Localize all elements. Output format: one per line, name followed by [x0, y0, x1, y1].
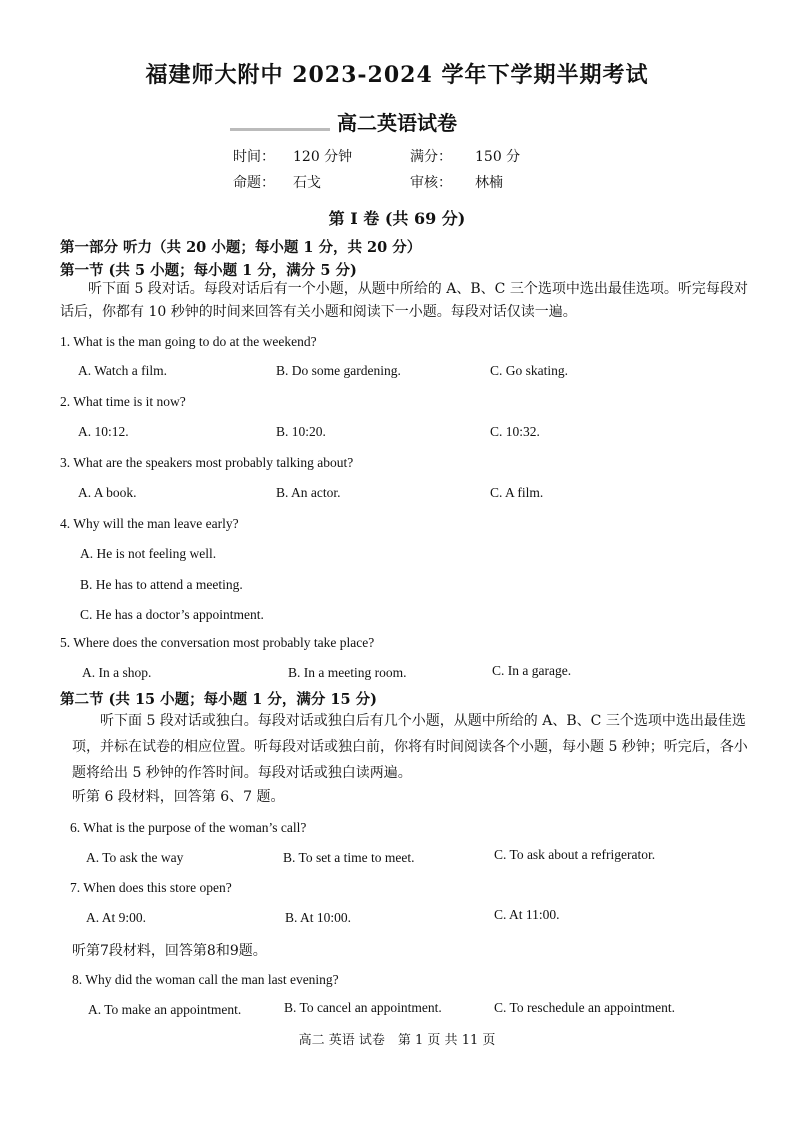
section1-instructions: 听下面 5 段对话。每段对话后有一个小题，从题中所给的 A、B、C 三个选项中选出最佳选项。听完每段对话后，你都有 10 秒钟的时间来回答有关小题和阅读下一小题。每段对话仅读一遍。	[60, 281, 748, 320]
option-a[interactable]: A. At 9:00.	[86, 910, 147, 925]
option-a[interactable]: A. Watch a film.	[78, 363, 168, 378]
option-c[interactable]: C. Go skating.	[490, 363, 569, 378]
option-b[interactable]: B. 10:20.	[276, 424, 326, 439]
option-c[interactable]: C. In a garage.	[492, 663, 572, 678]
option-b[interactable]: B. He has to attend a meeting.	[80, 577, 243, 592]
section2-title: 第二节 (共 15 小题；每小题 1 分，满分 15 分)	[60, 691, 378, 708]
option-c[interactable]: C. He has a doctor’s appointment.	[80, 607, 264, 622]
option-b[interactable]: B. To set a time to meet.	[283, 850, 415, 865]
option-a[interactable]: A. A book.	[78, 485, 137, 500]
author-label: 命题：	[233, 175, 275, 191]
time-value: 120 分钟	[293, 149, 353, 165]
author-value: 石戈	[293, 175, 321, 191]
option-b[interactable]: B. In a meeting room.	[288, 665, 407, 680]
option-a[interactable]: A. He is not feeling well.	[80, 546, 217, 561]
option-b[interactable]: B. To cancel an appointment.	[284, 1000, 442, 1015]
volume-title: 第 I 卷 (共 69 分)	[328, 209, 466, 228]
question-stem: 8. Why did the woman call the man last evening?	[72, 972, 339, 987]
question-stem: 6. What is the purpose of the woman’s call?	[70, 820, 307, 835]
section1-title: 第一节 (共 5 小题；每小题 1 分，满分 5 分)	[60, 262, 357, 279]
option-a[interactable]: A. To ask the way	[86, 850, 184, 865]
option-a[interactable]: A. 10:12.	[78, 424, 129, 439]
score-value: 150 分	[475, 149, 521, 165]
exam-title: 福建师大附中 2023-2024 学年下学期半期考试	[145, 62, 649, 88]
question-stem: 5. Where does the conversation most probably take place?	[60, 635, 375, 650]
question-stem: 7. When does this store open?	[70, 880, 232, 895]
page-footer: 高二 英语 试卷 第 1 页 共 11 页	[298, 1033, 496, 1048]
exam-subtitle: 高二英语试卷	[337, 111, 457, 135]
reviewer-value: 林楠	[475, 175, 503, 191]
option-c[interactable]: C. A film.	[490, 485, 544, 500]
part1-title: 第一部分 听力（共 20 小题；每小题 1 分，共 20 分）	[60, 239, 422, 256]
score-label: 满分：	[410, 149, 452, 165]
option-a[interactable]: A. To make an appointment.	[88, 1002, 242, 1017]
option-c[interactable]: C. To ask about a refrigerator.	[494, 847, 656, 862]
question-stem: 1. What is the man going to do at the weekend?	[60, 334, 317, 349]
option-b[interactable]: B. At 10:00.	[285, 910, 352, 925]
section2-instructions: 听下面 5 段对话或独白。每段对话或独白后有几个小题，从题中所给的 A、B、C 三个选项中选出最佳选项，并标在试卷的相应位置。听每段对话或独白前，你将有时间阅读各个小题，每小题 5 秒钟；听完后，各小题将给出 5 秒钟的作答时间。每段对话或独白读两遍。	[72, 713, 748, 781]
question-stem: 3. What are the speakers most probably talking about?	[60, 455, 354, 470]
material6-note: 听第 6 段材料，回答第 6、7 题。	[72, 789, 285, 805]
option-b[interactable]: B. An actor.	[276, 485, 341, 500]
option-c[interactable]: C. At 11:00.	[494, 907, 560, 922]
option-b[interactable]: B. Do some gardening.	[276, 363, 401, 378]
material7-note: 听第7段材料，回答第8和9题。	[72, 943, 267, 959]
question-stem: 4. Why will the man leave early?	[60, 516, 239, 531]
time-label: 时间：	[233, 149, 275, 165]
question-stem: 2. What time is it now?	[60, 394, 186, 409]
option-c[interactable]: C. To reschedule an appointment.	[494, 1000, 676, 1015]
option-a[interactable]: A. In a shop.	[82, 665, 152, 680]
reviewer-label: 审核：	[410, 175, 452, 191]
option-c[interactable]: C. 10:32.	[490, 424, 540, 439]
